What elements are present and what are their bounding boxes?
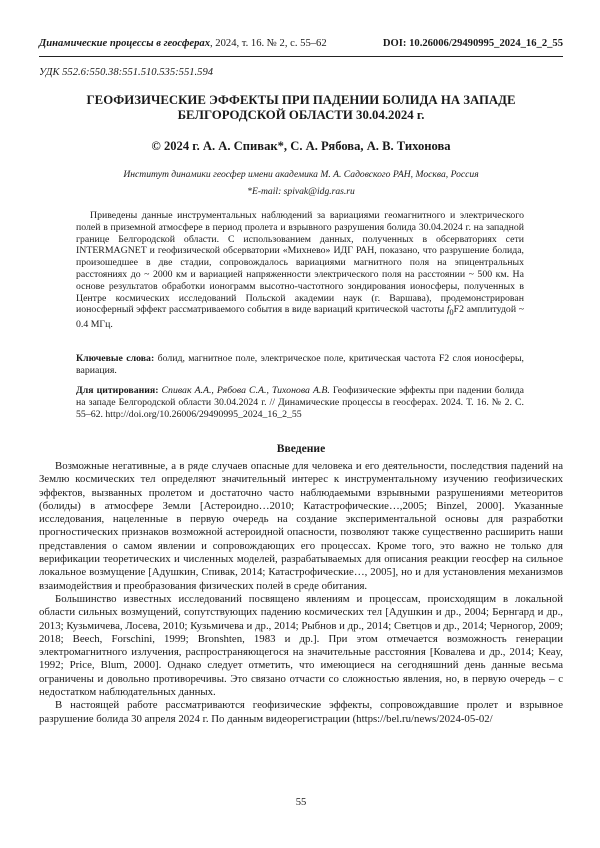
journal-name: Динамические процессы в геосферах (39, 38, 210, 49)
citation-text: Геофизические эффекты при падении болида на западе Белгородской области 30.04.2024 г. // Динамические процессы в геосферах. 2024. Т. 16. № 2. С. 55–62. http://doi.org/10.26006/29490995_2024_16_2_55 (76, 385, 525, 420)
running-head (39, 38, 563, 49)
volume-info: , 2024, т. 16. № 2, с. 55–62 (210, 38, 327, 49)
paragraph: Возможные негативные, а в ряде случаев опасные для человека и его деятельности, последствия падений на Землю космических тел определяют значительный интерес к инструментальному изучению геофизических эффектов, вызванных пролетом и достаточно часто наблюдаемыми взрывными разрушениями метеоритов (болиды) в атмосфере Земли [Астероидно…2010; Катастрофические…,2005; Binzel, 2000]. Указанные исследования, нацеленные в первую очередь на создание экспериментальной основы для разработки прогностических признаков возможной астероидной опасности, позволяют также существенно расширить наши представления о самом явлении и сопровождающих его процессах. Кроме того, это важно не только для верификации теоретических и численных моделей, разрабатываемых для описания реакции геосфер на сильное локальное возмущение [Адушкин, Спивак, 2014; Катастрофические…, 2005], но и для установления механизмов взаимодействия и преобразования физических полей в среде обитания. (39, 460, 563, 592)
abstract (76, 210, 524, 331)
journal-citation (39, 38, 327, 49)
author-email[interactable]: *E-mail: spivak@idg.ras.ru (247, 186, 355, 197)
affiliation: Институт динамики геосфер имени академика М. А. Садовского РАН, Москва, Россия (123, 169, 479, 180)
abstract-tail: F2 амплитудой ~ 0.4 МГц. (76, 304, 524, 331)
citation-authors: Спивак А.А., Рябова С.А., Тихонова А.В. (158, 385, 330, 396)
citation-block (76, 385, 524, 420)
citation-label: Для цитирования: (76, 385, 159, 396)
introduction-body (39, 460, 563, 726)
frequency-subscript: 0 (449, 308, 454, 318)
article-title: ГЕОФИЗИЧЕСКИЕ ЭФФЕКТЫ ПРИ ПАДЕНИИ БОЛИДА НА ЗАПАДЕ БЕЛГОРОДСКОЙ ОБЛАСТИ 30.04.2024 г. (86, 93, 516, 122)
keywords-text: болид, магнитное поле, электрическое поле, критическая частота F2 слоя ионосферы, вариация. (76, 353, 525, 376)
paragraph: Большинство известных исследований посвящено явлениям и процессам, происходящим в локальной области сильных возмущений, сопутствующих падению космических тел [Адушкин и др., 2004; Бернгард и др., 2013; Кузьмичева, Лосева, 2010; Кузьмичева и др., 2014; Рыбнов и др., 2014; Светцов и др., 2014; Черногор, 2009; 2018; Beech, Forschini, 1999; Bronshten, 1983 и др.]. При этом отмечается возможность генерации электромагнитного излучения, распространяющегося на значительные расстояния [Ковалева и др., 2014; Keay, 1992; Price, Blum, 2000]. Однако следует отметить, что имеющиеся на сегодняшний день данные весьма ограничены и довольно противоречивы. Это связано отчасти со сложностью явления, но, в первую очередь – с недостатком наблюдательных данных. (39, 592, 563, 699)
udc-code: УДК 552.6:550.38:551.510.535:551.594 (39, 67, 214, 78)
keywords (76, 353, 524, 377)
section-heading-introduction: Введение (276, 442, 326, 455)
author-list: © 2024 г. А. А. Спивак*, С. А. Рябова, А. В. Тихонова (151, 139, 451, 153)
page-number: 55 (295, 797, 307, 808)
keywords-label: Ключевые слова: (76, 353, 155, 364)
paragraph: В настоящей работе рассматриваются геофизические эффекты, сопровождавшие пролет и взрывное разрушение болида 30 апреля 2024 г. По данным видеорегистрации (https://bel.ru/news/2024-05-02/ (39, 699, 563, 725)
abstract-text: Приведены данные инструментальных наблюдений за вариациями геомагнитного и электрического полей в приземной атмосфере в период пролета и взрывного разрушения болида 30.04.2024 г. на западной границе Белгородской области. С использованием данных, полученных в обсерваториях сети INTERMAGNET и геофизической обсерватории «Михнево» ИДГ РАН, показано, что разрушение болида, произошедшее в две стадии, сопровождалось вариациями магнитного поля на эпицентральных расстояниях до ~ 2000 км и вариацией напряженности электрического поля на расстоянии ~ 500 км. На основе результатов обработки ионограмм высотно-частотного зондирования ионосферы, полученных в Центре космических исследований Польской академии наук (г. Варшава), продемонстрирован ионосферный эффект рассматриваемого события в виде вариаций критической частоты (76, 210, 524, 316)
doi-link[interactable]: DOI: 10.26006/29490995_2024_16_2_55 (382, 38, 563, 49)
header-divider (39, 56, 563, 57)
frequency-symbol: f (446, 304, 450, 316)
